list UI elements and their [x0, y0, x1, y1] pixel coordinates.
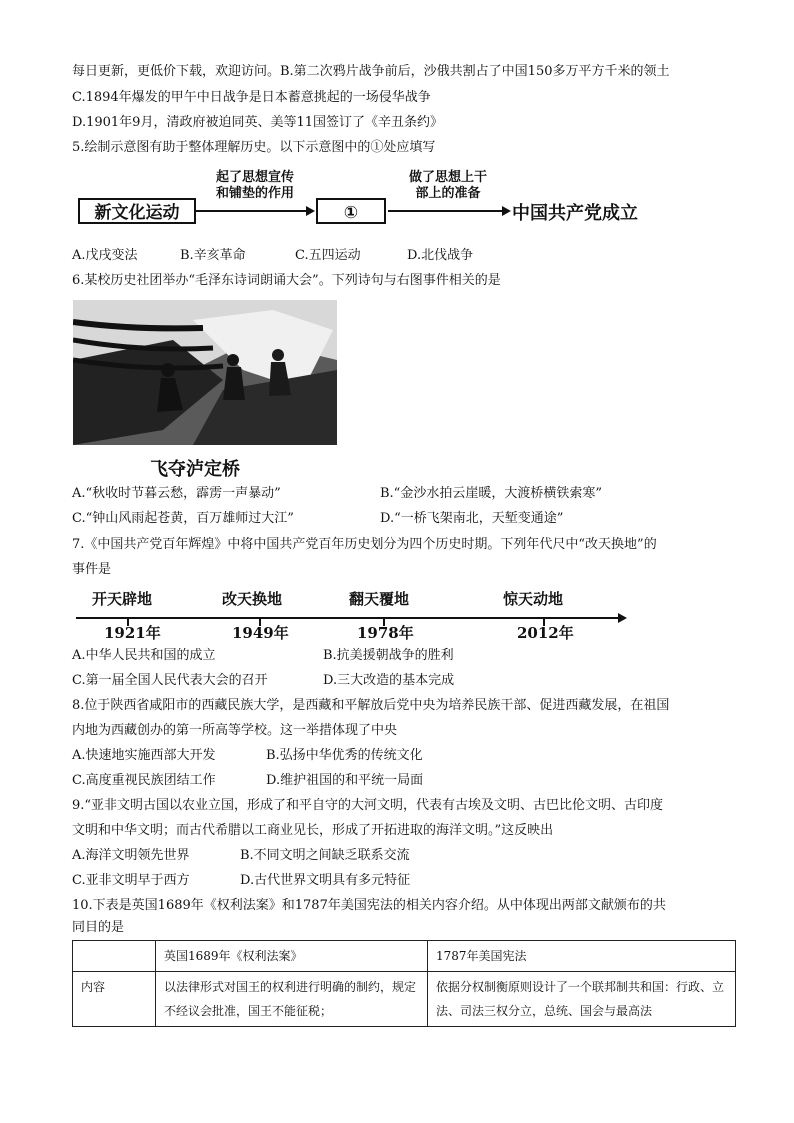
q9-option-d: D.古代世界文明具有多元特征 — [240, 873, 411, 888]
question-10-line-2: 同目的是 — [72, 920, 125, 935]
option-d-q4: D.1901年9月，清政府被迫同英、美等11国签订了《辛丑条约》 — [72, 115, 443, 130]
year-label-3: 1978年 — [357, 624, 414, 642]
period-label-2: 改天换地 — [222, 590, 283, 608]
q8-option-c: C.高度重视民族团结工作 — [72, 773, 216, 788]
q6-option-b: B.“金沙水拍云崖暖，大渡桥横铁索寒” — [380, 486, 602, 501]
q5-flow-diagram — [72, 168, 672, 238]
period-label-3: 翻天覆地 — [349, 590, 410, 608]
flow-arrow-1 — [196, 204, 316, 218]
option-c-q4: C.1894年爆发的甲午中日战争是日本蓄意挑起的一场侵华战争 — [72, 90, 431, 105]
table-row-label: 内容 — [73, 972, 156, 1027]
question-5: 5.绘制示意图有助于整体理解历史。以下示意图中的①处应填写 — [72, 140, 436, 155]
table-row — [73, 972, 736, 1027]
q7-option-c: C.第一届全国人民代表大会的召开 — [72, 673, 268, 688]
q5-option-a: A.戊戌变法 — [72, 248, 138, 263]
luding-bridge-photo — [73, 300, 337, 445]
period-label-4: 惊天动地 — [503, 590, 564, 608]
flow-arrow-2 — [388, 204, 512, 218]
year-label-2: 1949年 — [232, 624, 289, 642]
table-header-cell — [73, 941, 156, 972]
q8-option-b: B.弘扬中华优秀的传统文化 — [266, 748, 423, 763]
q7-option-a: A.中华人民共和国的成立 — [72, 648, 216, 663]
question-10-line-1: 10.下表是英国1689年《权利法案》和1787年美国宪法的相关内容介绍。从中体现出两部文献颁布的共 — [72, 898, 666, 913]
q5-option-d: D.北伐战争 — [407, 248, 474, 263]
table-cell: 以法律形式对国王的权利进行明确的制约，规定不经议会批准，国王不能征税； — [156, 972, 428, 1027]
photo-caption: 飞夺泸定桥 — [150, 459, 240, 480]
q9-option-c: C.亚非文明早于西方 — [72, 873, 190, 888]
q8-option-d: D.维护祖国的和平统一局面 — [266, 773, 424, 788]
q5-option-b: B.辛亥革命 — [180, 248, 246, 263]
q9-option-a: A.海洋文明领先世界 — [72, 848, 190, 863]
question-9-line-2: 文明和中华文明；而古代希腊以工商业见长，形成了开拓进取的海洋文明。”这反映出 — [72, 823, 554, 838]
flow-box-blank: ① — [316, 198, 386, 224]
flow-arrow-label-2: 做了思想上干 部上的准备 — [408, 170, 487, 201]
q6-option-a: A.“秋收时节暮云愁，霹雳一声暴动” — [72, 486, 281, 501]
table-header-cell: 1787年美国宪法 — [428, 941, 736, 972]
q7-option-b: B.抗美援朝战争的胜利 — [323, 648, 454, 663]
question-8-line-1: 8.位于陕西省咸阳市的西藏民族大学，是西藏和平解放后党中央为培养民族干部、促进西藏发展，在祖国 — [72, 698, 670, 713]
question-7-line-1: 7.《中国共产党百年辉煌》中将中国共产党百年历史划分为四个历史时期。下列年代尺中“改天换地”的 — [72, 537, 657, 552]
question-6: 6.某校历史社团举办“毛泽东诗词朗诵大会”。下列诗句与右图事件相关的是 — [72, 273, 501, 288]
q5-option-c: C.五四运动 — [295, 248, 361, 263]
text-line-1: 每日更新，更低价下载，欢迎访问。B.第二次鸦片战争前后，沙俄共割占了中国150多万平方千米的领土 — [72, 64, 670, 79]
question-8-line-2: 内地为西藏创办的第一所高等学校。这一举措体现了中央 — [72, 723, 398, 738]
q6-option-c: C.“钟山风雨起苍黄，百万雄师过大江” — [72, 511, 294, 526]
flow-arrow-label-1: 起了思想宣传 和铺垫的作用 — [215, 170, 294, 201]
q8-option-a: A.快速地实施西部大开发 — [72, 748, 216, 763]
q10-comparison-table — [72, 940, 736, 1027]
q9-option-b: B.不同文明之间缺乏联系交流 — [240, 848, 410, 863]
period-label-1: 开天辟地 — [92, 590, 153, 608]
table-cell: 依据分权制衡原则设计了一个联邦制共和国：行政、立法、司法三权分立，总统、国会与最高法 — [428, 972, 736, 1027]
table-header-row — [73, 941, 736, 972]
flow-end-ccp-founded: 中国共产党成立 — [512, 203, 638, 224]
q7-option-d: D.三大改造的基本完成 — [323, 673, 455, 688]
year-label-4: 2012年 — [517, 624, 574, 642]
table-header-cell: 英国1689年《权利法案》 — [156, 941, 428, 972]
q6-option-d: D.“一桥飞架南北，天堑变通途” — [380, 511, 564, 526]
year-label-1: 1921年 — [104, 624, 161, 642]
question-9-line-1: 9.“亚非文明古国以农业立国，形成了和平自守的大河文明，代表有古埃及文明、古巴比伦文明、古印度 — [72, 798, 664, 813]
flow-box-new-culture: 新文化运动 — [78, 198, 196, 224]
question-7-line-2: 事件是 — [72, 562, 112, 577]
